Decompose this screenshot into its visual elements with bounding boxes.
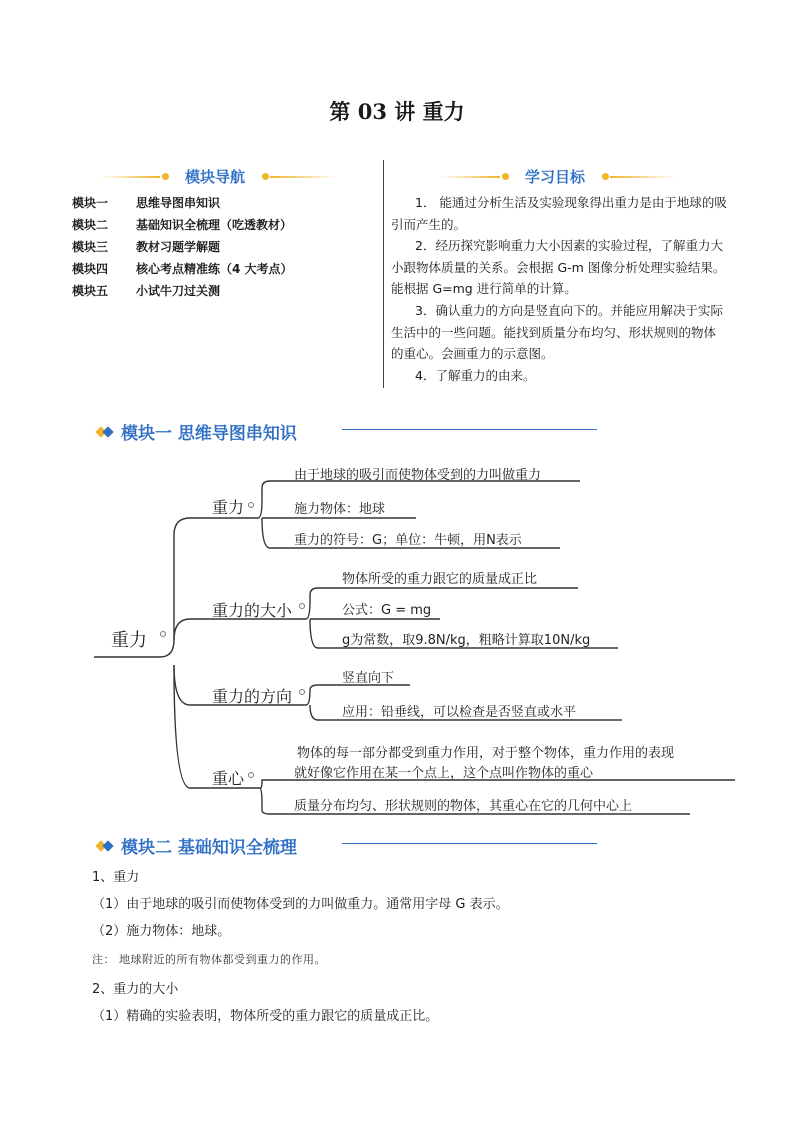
- mindmap-leaf: 就好像它作用在某一个点上，这个点叫作物体的重心: [294, 766, 594, 781]
- mindmap-leaf: 应用：铅垂线，可以检查是否竖直或水平: [342, 705, 577, 720]
- nav-item[interactable]: 模块五 小试牛刀过关测: [72, 284, 221, 298]
- goals-heading: 学习目标: [524, 168, 585, 186]
- section-line: [342, 843, 597, 844]
- goal-item: 3．确认重力的方向是竖直向下的。并能应用解决于实际生活中的一些问题。能找到质量分布均匀、形状规则的物体的重心。会画重力的示意图。: [391, 303, 723, 361]
- nav-item[interactable]: 模块二 基础知识全梳理（吃透教材）: [72, 218, 293, 232]
- mindmap-leaf: 施力物体：地球: [294, 502, 386, 517]
- goal-item: 1． 能通过分析生活及实验现象得出重力是由于地球的吸引而产生的。: [391, 195, 727, 232]
- mindmap-branch: 重力的大小: [212, 601, 293, 620]
- mindmap-branch: 重力的方向: [212, 687, 293, 706]
- note: 注： 地球附近的所有物体都受到重力的作用。: [92, 953, 326, 966]
- nav-item[interactable]: 模块一 思维导图串知识: [72, 196, 221, 210]
- nav-item[interactable]: 模块四 核心考点精准练（4 大考点）: [72, 262, 293, 276]
- paragraph: （2）施力物体：地球。: [92, 924, 231, 939]
- diamond-icon: [97, 839, 115, 853]
- goal-item: 2．经历探究影响重力大小因素的实验过程，了解重力大小跟物体质量的关系。会根据 G-m 图像分析处理实验结果。能根据 G=mg 进行简单的计算。: [391, 238, 726, 296]
- mindmap-branch: 重心: [212, 769, 245, 788]
- nav-heading: 模块导航: [184, 168, 245, 186]
- paragraph: （1）由于地球的吸引而使物体受到的力叫做重力。通常用字母 G 表示。: [92, 897, 509, 912]
- mindmap-leaf: 质量分布均匀、形状规则的物体，其重心在它的几何中心上: [294, 799, 633, 814]
- paragraph: 1、重力: [92, 870, 140, 885]
- mindmap-leaf: g为常数，取9.8N/kg，粗略计算取10N/kg: [342, 633, 591, 648]
- page-title: 第 03 讲 重力: [329, 99, 465, 124]
- goal-item: 4．了解重力的由来。: [415, 368, 536, 383]
- paragraph: （1）精确的实验表明，物体所受的重力跟它的质量成正比。: [92, 1009, 439, 1024]
- mindmap-leaf: 物体所受的重力跟它的质量成正比: [342, 572, 538, 587]
- mindmap-leaf: 重力的符号：G；单位：牛顿，用N表示: [294, 533, 522, 548]
- mindmap-leaf: 由于地球的吸引而使物体受到的力叫做重力: [294, 468, 542, 483]
- nav-item[interactable]: 模块三 教材习题学解题: [72, 240, 221, 254]
- mindmap-leaf: 物体的每一部分都受到重力作用，对于整个物体，重力作用的表现: [297, 746, 675, 761]
- mindmap-root: 重力: [111, 630, 147, 651]
- section-heading: 模块一 思维导图串知识: [97, 419, 297, 444]
- mindmap-branch: 重力: [212, 498, 245, 517]
- mindmap-leaf: 竖直向下: [342, 671, 395, 686]
- section-heading: 模块二 基础知识全梳理: [97, 833, 297, 858]
- paragraph: 2、重力的大小: [92, 982, 179, 997]
- mindmap-leaf: 公式：G = mg: [342, 603, 432, 618]
